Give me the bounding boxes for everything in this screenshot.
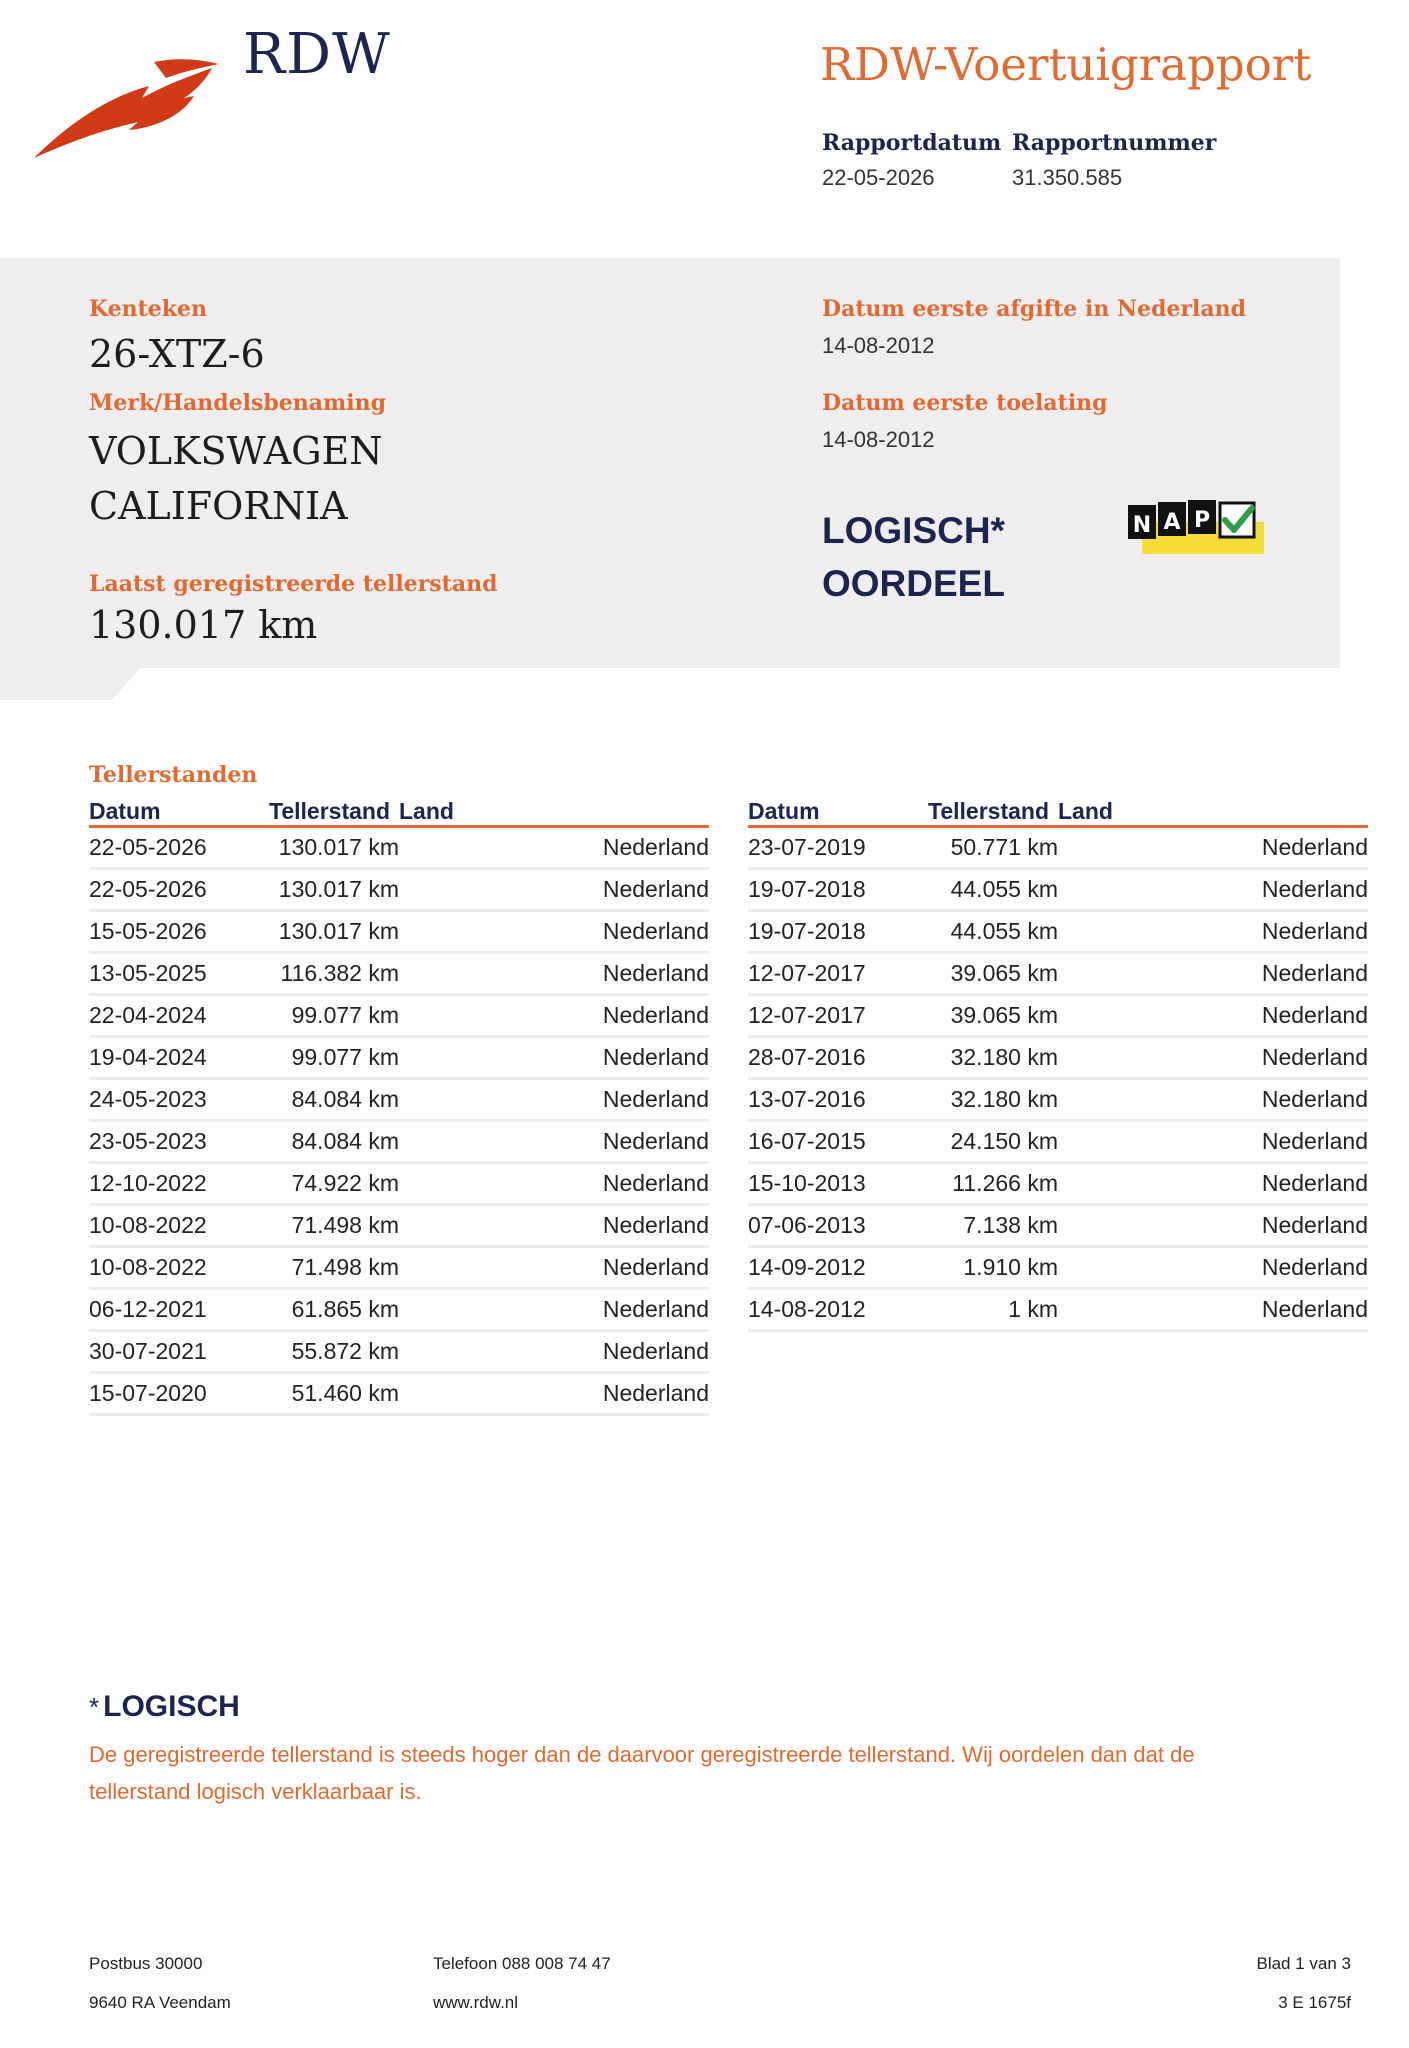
cell-date: 10-08-2022 xyxy=(89,1247,269,1289)
cell-country: Nederland xyxy=(1058,1247,1368,1289)
cell-country: Nederland xyxy=(399,1205,709,1247)
cell-date: 30-07-2021 xyxy=(89,1331,269,1373)
cell-km: 1 km xyxy=(928,1289,1058,1331)
footer-page-number: Blad 1 van 3 xyxy=(1256,1954,1351,1973)
make-line-2: CALIFORNIA xyxy=(89,484,348,528)
cell-km: 55.872 km xyxy=(269,1331,399,1373)
cell-date: 19-07-2018 xyxy=(748,869,928,911)
odometer-label: Laatst geregistreerde tellerstand xyxy=(89,571,498,597)
table-row xyxy=(89,1331,709,1373)
cell-km: 84.084 km xyxy=(269,1121,399,1163)
table-row xyxy=(748,911,1368,953)
nap-letter-a: A xyxy=(1163,510,1181,535)
cell-km: 71.498 km xyxy=(269,1247,399,1289)
cell-country: Nederland xyxy=(1058,953,1368,995)
cell-date: 22-05-2026 xyxy=(89,869,269,911)
cell-km: 71.498 km xyxy=(269,1205,399,1247)
cell-date: 14-08-2012 xyxy=(748,1289,928,1331)
cell-km: 130.017 km xyxy=(269,827,399,869)
report-number-label: Rapportnummer xyxy=(1012,130,1217,156)
table-row xyxy=(89,1163,709,1205)
cell-km: 99.077 km xyxy=(269,995,399,1037)
table-row xyxy=(89,911,709,953)
cell-country: Nederland xyxy=(399,1247,709,1289)
cell-country: Nederland xyxy=(1058,827,1368,869)
cell-country: Nederland xyxy=(399,1079,709,1121)
table-row xyxy=(89,1247,709,1289)
table-row xyxy=(89,1037,709,1079)
first-admission-date: 14-08-2012 xyxy=(822,427,935,452)
cell-country: Nederland xyxy=(1058,1163,1368,1205)
cell-date: 19-07-2018 xyxy=(748,911,928,953)
cell-date: 22-04-2024 xyxy=(89,995,269,1037)
plate-label: Kenteken xyxy=(89,296,208,322)
nap-letter-n: N xyxy=(1132,513,1152,538)
cell-km: 32.180 km xyxy=(928,1037,1058,1079)
cell-country: Nederland xyxy=(1058,1079,1368,1121)
cell-country: Nederland xyxy=(399,995,709,1037)
table-row xyxy=(89,995,709,1037)
cell-date: 10-08-2022 xyxy=(89,1205,269,1247)
col-country-header: Land xyxy=(1058,795,1368,827)
cell-km: 11.266 km xyxy=(928,1163,1058,1205)
cell-km: 130.017 km xyxy=(269,911,399,953)
cell-km: 39.065 km xyxy=(928,953,1058,995)
first-issue-nl-label: Datum eerste afgifte in Nederland xyxy=(822,296,1247,322)
cell-country: Nederland xyxy=(399,1121,709,1163)
cell-country: Nederland xyxy=(399,953,709,995)
cell-date: 15-05-2026 xyxy=(89,911,269,953)
col-km-header: Tellerstand xyxy=(928,795,1058,827)
cell-date: 12-10-2022 xyxy=(89,1163,269,1205)
footer-phone: Telefoon 088 008 74 47 xyxy=(433,1954,611,1973)
cell-km: 116.382 km xyxy=(269,953,399,995)
cell-country: Nederland xyxy=(1058,911,1368,953)
cell-country: Nederland xyxy=(399,1163,709,1205)
cell-date: 12-07-2017 xyxy=(748,995,928,1037)
cell-country: Nederland xyxy=(399,1289,709,1331)
footnote-title xyxy=(89,1690,240,1724)
cell-km: 1.910 km xyxy=(928,1247,1058,1289)
cell-km: 39.065 km xyxy=(928,995,1058,1037)
make-label: Merk/Handelsbenaming xyxy=(89,390,387,416)
cell-km: 44.055 km xyxy=(928,869,1058,911)
table-header-row xyxy=(89,795,709,827)
readings-table-left xyxy=(89,795,709,1416)
readings-table-right xyxy=(748,795,1368,1332)
cell-km: 51.460 km xyxy=(269,1373,399,1415)
nap-check-icon xyxy=(1128,500,1264,554)
cell-km: 24.150 km xyxy=(928,1121,1058,1163)
table-header-row xyxy=(748,795,1368,827)
first-issue-nl-date: 14-08-2012 xyxy=(822,333,935,358)
cell-date: 13-05-2025 xyxy=(89,953,269,995)
table-row xyxy=(748,827,1368,869)
cell-km: 50.771 km xyxy=(928,827,1058,869)
cell-km: 99.077 km xyxy=(269,1037,399,1079)
readings-section-title: Tellerstanden xyxy=(89,762,258,788)
verdict-line-2: OORDEEL xyxy=(822,563,1005,604)
table-row xyxy=(748,1205,1368,1247)
table-row xyxy=(89,1205,709,1247)
table-row xyxy=(748,1289,1368,1331)
cell-date: 22-05-2026 xyxy=(89,827,269,869)
cell-date: 28-07-2016 xyxy=(748,1037,928,1079)
footer-code: 3 E 1675f xyxy=(1278,1993,1351,2012)
cell-country: Nederland xyxy=(1058,1037,1368,1079)
table-row xyxy=(748,1247,1368,1289)
table-row xyxy=(89,1289,709,1331)
table-row xyxy=(89,1373,709,1415)
license-plate: 26-XTZ-6 xyxy=(89,332,265,376)
cell-country: Nederland xyxy=(399,1373,709,1415)
report-date-label: Rapportdatum xyxy=(822,130,1002,156)
cell-km: 130.017 km xyxy=(269,869,399,911)
table-row xyxy=(748,1163,1368,1205)
cell-date: 07-06-2013 xyxy=(748,1205,928,1247)
report-title: RDW-Voertuigrapport xyxy=(820,38,1312,91)
report-date: 22-05-2026 xyxy=(822,165,935,190)
cell-date: 12-07-2017 xyxy=(748,953,928,995)
cell-date: 15-10-2013 xyxy=(748,1163,928,1205)
cell-country: Nederland xyxy=(1058,1121,1368,1163)
footer-website[interactable]: www.rdw.nl xyxy=(433,1993,519,2012)
cell-country: Nederland xyxy=(1058,1205,1368,1247)
cell-km: 7.138 km xyxy=(928,1205,1058,1247)
table-row xyxy=(89,1121,709,1163)
table-row xyxy=(89,827,709,869)
cell-date: 19-04-2024 xyxy=(89,1037,269,1079)
cell-date: 23-07-2019 xyxy=(748,827,928,869)
nap-letter-p: P xyxy=(1193,508,1211,533)
table-row xyxy=(89,953,709,995)
cell-km: 32.180 km xyxy=(928,1079,1058,1121)
cell-date: 23-05-2023 xyxy=(89,1121,269,1163)
table-row xyxy=(89,869,709,911)
table-row xyxy=(748,869,1368,911)
col-date-header: Datum xyxy=(89,795,269,827)
cell-km: 44.055 km xyxy=(928,911,1058,953)
cell-country: Nederland xyxy=(399,869,709,911)
brand-name: RDW xyxy=(243,22,391,87)
make-line-1: VOLKSWAGEN xyxy=(89,429,383,473)
footer-address-1: Postbus 30000 xyxy=(89,1954,203,1973)
cell-country: Nederland xyxy=(1058,995,1368,1037)
report-number: 31.350.585 xyxy=(1012,165,1123,190)
col-country-header: Land xyxy=(399,795,709,827)
verdict-line-1: LOGISCH* xyxy=(822,510,1005,551)
panel-notch xyxy=(0,668,140,700)
cell-date: 16-07-2015 xyxy=(748,1121,928,1163)
cell-km: 61.865 km xyxy=(269,1289,399,1331)
cell-country: Nederland xyxy=(399,1331,709,1373)
cell-country: Nederland xyxy=(399,827,709,869)
table-row xyxy=(748,1121,1368,1163)
footnote-text: De geregistreerde tellerstand is steeds hoger dan de daarvoor geregistreerde tellerstand. Wij oordelen dan dat de tellerstand logisch verklaarbaar is. xyxy=(89,1742,1195,1804)
table-row xyxy=(89,1079,709,1121)
footnote-heading: LOGISCH xyxy=(103,1690,240,1723)
cell-km: 74.922 km xyxy=(269,1163,399,1205)
cell-country: Nederland xyxy=(1058,869,1368,911)
odometer-value: 130.017 km xyxy=(89,603,318,647)
cell-date: 13-07-2016 xyxy=(748,1079,928,1121)
cell-country: Nederland xyxy=(399,911,709,953)
first-admission-label: Datum eerste toelating xyxy=(822,390,1108,416)
cell-country: Nederland xyxy=(399,1037,709,1079)
verdict xyxy=(822,504,1005,610)
footnote-star: * xyxy=(89,1692,100,1722)
col-date-header: Datum xyxy=(748,795,928,827)
footer-address-2: 9640 RA Veendam xyxy=(89,1993,231,2012)
rdw-logo-icon xyxy=(34,58,219,160)
cell-date: 14-09-2012 xyxy=(748,1247,928,1289)
cell-country: Nederland xyxy=(1058,1289,1368,1331)
table-row xyxy=(748,1037,1368,1079)
cell-date: 24-05-2023 xyxy=(89,1079,269,1121)
cell-km: 84.084 km xyxy=(269,1079,399,1121)
table-row xyxy=(748,995,1368,1037)
table-row xyxy=(748,1079,1368,1121)
cell-date: 15-07-2020 xyxy=(89,1373,269,1415)
table-row xyxy=(748,953,1368,995)
cell-date: 06-12-2021 xyxy=(89,1289,269,1331)
col-km-header: Tellerstand xyxy=(269,795,399,827)
